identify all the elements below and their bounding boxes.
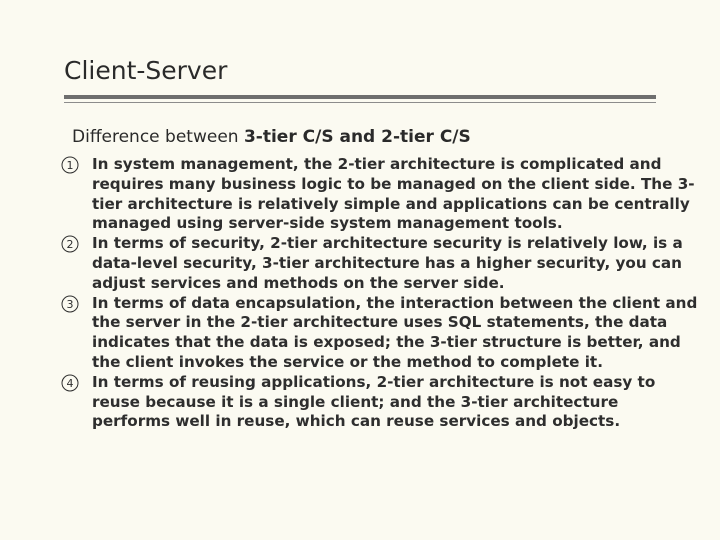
list-item: [60, 155, 700, 234]
circled-number-3-icon: [61, 295, 79, 313]
subtitle-prefix: Difference between: [72, 127, 244, 147]
list-item-text: In terms of security, 2-tier architecture security is relatively low, is a data-level security, 3-tier architecture has a higher security, you can adjust services and methods on the server side.: [92, 234, 683, 292]
title-underline-thick: [64, 95, 656, 99]
title-underline-thin: [64, 102, 656, 103]
list-item-text: In terms of reusing applications, 2-tier architecture is not easy to reuse because it is a single client; and the 3-tier architecture performs well in reuse, which can reuse services and objects.: [92, 372, 656, 431]
list-item-text: In terms of data encapsulation, the interaction between the client and the server in the 2-tier architecture uses SQL statements, the data indicates that the data is exposed; the 3-tier structure is better, and the client invokes the service or the method to complete it.: [92, 293, 698, 371]
comparison-list: [60, 155, 700, 432]
item-marker-number: 1: [66, 159, 74, 172]
slide-title: Client-Server: [64, 56, 228, 85]
list-item: [60, 373, 700, 432]
list-item-text: In system management, the 2-tier architecture is complicated and requires many business logic to be managed on the client side. The 3-tier architecture is relatively simple and applications can be centrally managed using server-side system management tools.: [92, 155, 695, 233]
subtitle-emphasis: 3-tier C/S and 2-tier C/S: [243, 127, 471, 147]
subtitle: [72, 127, 471, 147]
item-marker-number: 4: [66, 376, 74, 390]
circled-number-2-icon: [61, 235, 79, 253]
item-marker-number: 2: [66, 238, 74, 252]
circled-number-4-icon: [61, 374, 79, 392]
list-item: [60, 294, 700, 373]
circled-number-1-icon: [61, 156, 79, 174]
list-item: [60, 234, 700, 293]
item-marker-number: 3: [66, 297, 74, 311]
